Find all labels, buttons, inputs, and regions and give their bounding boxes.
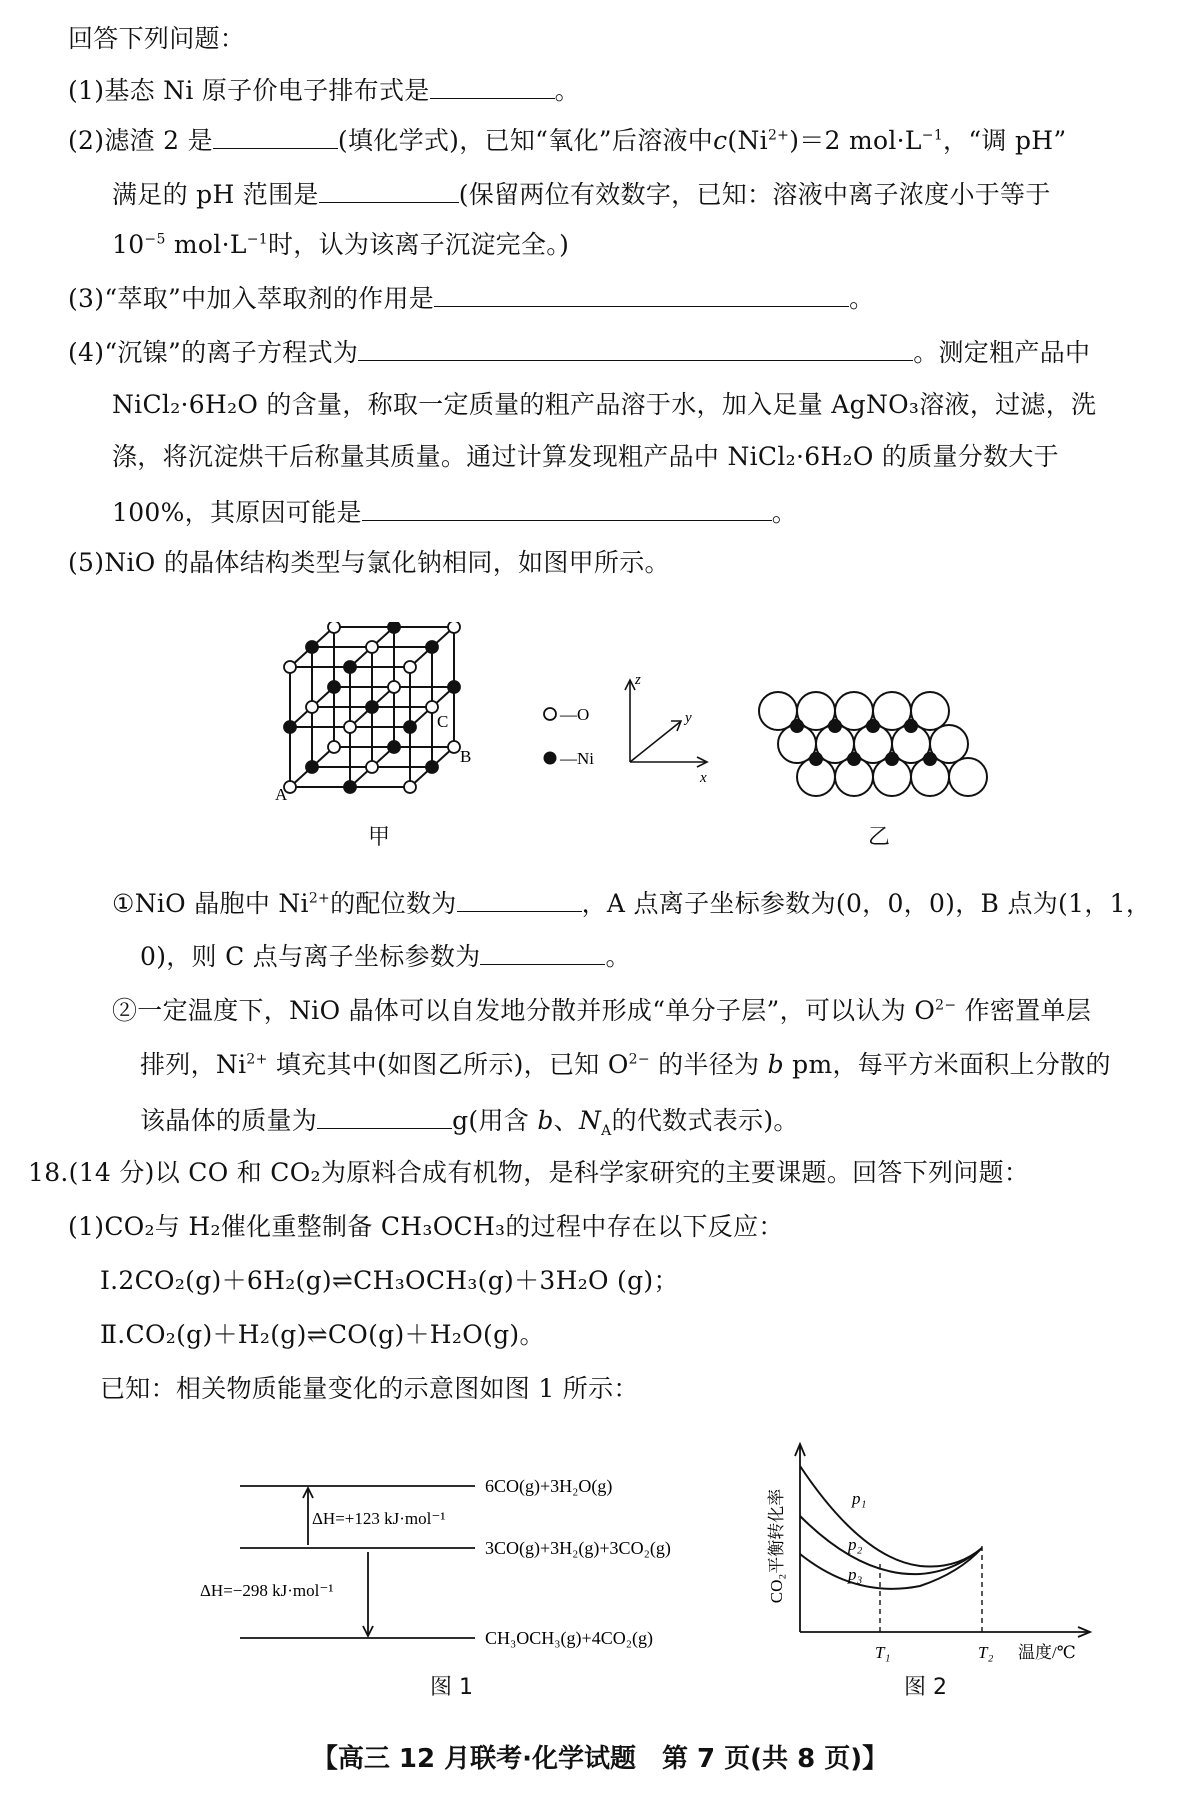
sub1-b: 的配位数为 — [330, 889, 457, 918]
point-a-label: A — [275, 785, 288, 802]
q2-line3-exp2: −1 — [246, 231, 268, 248]
q2-c-open: (Ni — [727, 126, 768, 155]
sub2-line1 — [112, 994, 1091, 1028]
sub1-line1 — [112, 885, 1151, 921]
page-footer: 【高三 12 月联考·化学试题 第 7 页(共 8 页)】 — [311, 1744, 889, 1774]
axis-y-label: y — [685, 710, 692, 726]
q2-blank-1[interactable] — [213, 122, 338, 149]
axes-icon — [625, 680, 707, 767]
q2-blank-2[interactable] — [319, 176, 459, 203]
q2-line3-b: mol·L — [165, 230, 247, 259]
sub2-line2-charge: 2+ — [246, 1051, 268, 1068]
q18-p1 — [68, 1210, 784, 1244]
q4-blank-2[interactable] — [362, 494, 772, 521]
series-p2-label: p₂ — [848, 1535, 863, 1554]
sub2-blank[interactable] — [317, 1102, 452, 1129]
q4-line2-text: NiCl₂·6H₂O 的含量，称取一定质量的粗产品溶于水，加入足量 AgNO₃溶液，过滤，洗 — [112, 390, 1097, 419]
tick-t2: T₂ — [978, 1643, 994, 1662]
energy-diagram — [190, 1468, 710, 1658]
sub1-blank-2[interactable] — [480, 938, 605, 965]
sub2-line3-d: 的代数式表示)。 — [611, 1106, 799, 1135]
sub2-line3-c: 、 — [553, 1106, 579, 1135]
chart-axes — [795, 1444, 1090, 1637]
level-bottom-label: CH₃OCH₃(g)+4CO₂(g) — [485, 1628, 653, 1648]
q2-line3-base: 10 — [112, 230, 145, 259]
q4-text-a: (4)“沉镍”的离子方程式为 — [68, 338, 359, 367]
sub1-c: ，A 点离子坐标参数为(0，0，0)，B 点为(1，1， — [581, 889, 1152, 918]
sub2-line2-d: pm，每平方米面积上分散的 — [783, 1050, 1111, 1079]
dh2-label: ΔH=−298 kJ·mol⁻¹ — [200, 1581, 334, 1600]
level-top-label: 6CO(g)+3H₂O(g) — [485, 1476, 613, 1496]
sub2-line3 — [140, 1102, 799, 1138]
q4-line4-b: 。 — [771, 498, 798, 527]
chart-ylabel: CO₂平衡转化率 — [767, 1488, 786, 1604]
sub2-line2-b: 填充其中(如图乙所示)，已知 O — [267, 1050, 629, 1079]
sub2-line3-var1: b — [537, 1106, 554, 1135]
q18-r2-text: Ⅱ.CO₂(g)＋H₂(g)⇌CO(g)＋H₂O(g)。 — [100, 1320, 545, 1349]
sub1-a: ①NiO 晶胞中 Ni — [112, 889, 309, 918]
q2-c-charge: 2+ — [767, 127, 790, 144]
caption-fig2: 图 2 — [904, 1675, 947, 1700]
q4-text-b: 。测定粗产品中 — [913, 338, 1091, 367]
q18-p2 — [100, 1372, 639, 1406]
sub2-charge: 2− — [935, 997, 957, 1014]
q1-text: (1)基态 Ni 原子价电子排布式是 — [68, 76, 430, 105]
q2-line2 — [112, 176, 1051, 212]
q1-blank[interactable] — [430, 72, 555, 99]
q4-line1 — [68, 334, 1090, 370]
q18-header-text: 18.(14 分)以 CO 和 CO₂为原料合成有机物，是科学家研究的主要课题。回答下列问题： — [28, 1158, 1030, 1187]
series-p2-line — [800, 1516, 982, 1574]
series-p3-label: p₃ — [848, 1565, 863, 1584]
sub2-line2-charge2: 2− — [628, 1051, 650, 1068]
caption-yi: 乙 — [868, 825, 891, 850]
q2-line3-exp: −5 — [144, 231, 166, 248]
q1-end: 。 — [554, 76, 580, 105]
q3-blank[interactable] — [434, 280, 849, 307]
legend-ni-marker — [544, 752, 556, 764]
q3-line — [68, 280, 874, 316]
sub2-line3-sub: A — [601, 1123, 612, 1139]
q3-text: (3)“萃取”中加入萃取剂的作用是 — [68, 284, 435, 313]
q5-line — [68, 546, 670, 580]
q18-header — [28, 1156, 1029, 1190]
q2-text-b: (填化学式)，已知“氧化”后溶液中 — [337, 126, 714, 155]
axis-x-label: x — [700, 770, 707, 786]
q2-line2-b: (保留两位有效数字，已知：溶液中离子浓度小于等于 — [458, 180, 1051, 209]
sub2-line3-var2: N — [578, 1106, 602, 1135]
sub1-line2 — [140, 938, 631, 974]
level-mid-label: 3CO(g)+3H₂(g)+3CO₂(g) — [485, 1538, 671, 1558]
legend-o-label: —O — [560, 705, 590, 724]
conversion-chart — [760, 1436, 1100, 1676]
q2-line2-a: 满足的 pH 范围是 — [112, 180, 319, 209]
q18-p1-text: (1)CO₂与 H₂催化重整制备 CH₃OCH₃的过程中存在以下反应： — [68, 1212, 784, 1241]
sub2-b: 作密置单层 — [956, 996, 1092, 1025]
q1-line — [68, 72, 580, 108]
series-p3-line — [800, 1548, 982, 1589]
monolayer-figure-yi — [758, 686, 1008, 806]
sub2-line3-a: 该晶体的质量为 — [140, 1106, 318, 1135]
q2-line1 — [68, 122, 1066, 158]
q4-line3 — [112, 440, 1059, 474]
intro-line — [68, 22, 245, 56]
q4-line4 — [112, 494, 797, 530]
q2-line3-c: 时，认为该离子沉淀完全。) — [267, 230, 570, 259]
caption-jia: 甲 — [368, 825, 391, 850]
series-p1-label: p₁ — [852, 1489, 867, 1508]
q18-r2 — [100, 1318, 545, 1352]
q4-line3-text: 涤，将沉淀烘干后称量其质量。通过计算发现粗产品中 NiCl₂·6H₂O 的质量分数大于 — [112, 442, 1059, 471]
sub1-line2-b: 。 — [605, 942, 631, 971]
q18-p2-text: 已知：相关物质能量变化的示意图如图 1 所示： — [100, 1374, 639, 1403]
legend-o-marker — [544, 708, 556, 720]
q4-blank-1[interactable] — [358, 334, 913, 361]
sub2-line2 — [140, 1048, 1111, 1082]
axis-z-label: z — [635, 672, 641, 688]
sub1-charge: 2+ — [308, 890, 331, 907]
sub2-line3-b: g(用含 — [452, 1106, 538, 1135]
sub1-line2-a: 0)，则 C 点与离子坐标参数为 — [140, 942, 481, 971]
caption-fig1: 图 1 — [430, 1675, 473, 1700]
chart-xlabel: 温度/℃ — [1018, 1643, 1076, 1662]
q2-c-var: c — [713, 126, 728, 155]
sub2-line2-c: 的半径为 — [649, 1050, 768, 1079]
q4-line4-a: 100%，其原因可能是 — [112, 498, 362, 527]
q18-r1 — [100, 1264, 679, 1298]
tick-t1: T₁ — [875, 1643, 891, 1662]
q2-line3 — [112, 228, 569, 262]
sub2-a: ②一定温度下，NiO 晶体可以自发地分散并形成“单分子层”，可以认为 O — [112, 996, 936, 1025]
q4-line2 — [112, 388, 1096, 422]
sub1-blank-1[interactable] — [457, 885, 582, 912]
legend-ni-label: —Ni — [560, 749, 594, 768]
q2-c-close: )＝2 mol·L — [789, 126, 922, 155]
oxygen-circles — [759, 692, 987, 796]
q2-text-a: (2)滤渣 2 是 — [68, 126, 213, 155]
q3-end: 。 — [849, 284, 875, 313]
q5-text: (5)NiO 的晶体结构类型与氯化钠相同，如图甲所示。 — [68, 548, 670, 577]
q18-r1-text: Ⅰ.2CO₂(g)＋6H₂(g)⇌CH₃OCH₃(g)＋3H₂O (g)； — [100, 1266, 679, 1295]
sub2-line2-a: 排列，Ni — [140, 1050, 247, 1079]
q2-c-tail: ，“调 pH” — [943, 126, 1067, 155]
sub2-line2-var: b — [767, 1050, 784, 1079]
point-c-label: C — [437, 712, 449, 731]
crystal-figure-jia — [275, 622, 715, 802]
intro-text: 回答下列问题： — [68, 24, 246, 53]
series-p1-line — [800, 1466, 982, 1567]
crystal-ions — [284, 622, 460, 793]
q2-c-exp: −1 — [921, 127, 944, 144]
point-b-label: B — [460, 747, 472, 766]
dh1-label: ΔH=+123 kJ·mol⁻¹ — [312, 1509, 446, 1528]
